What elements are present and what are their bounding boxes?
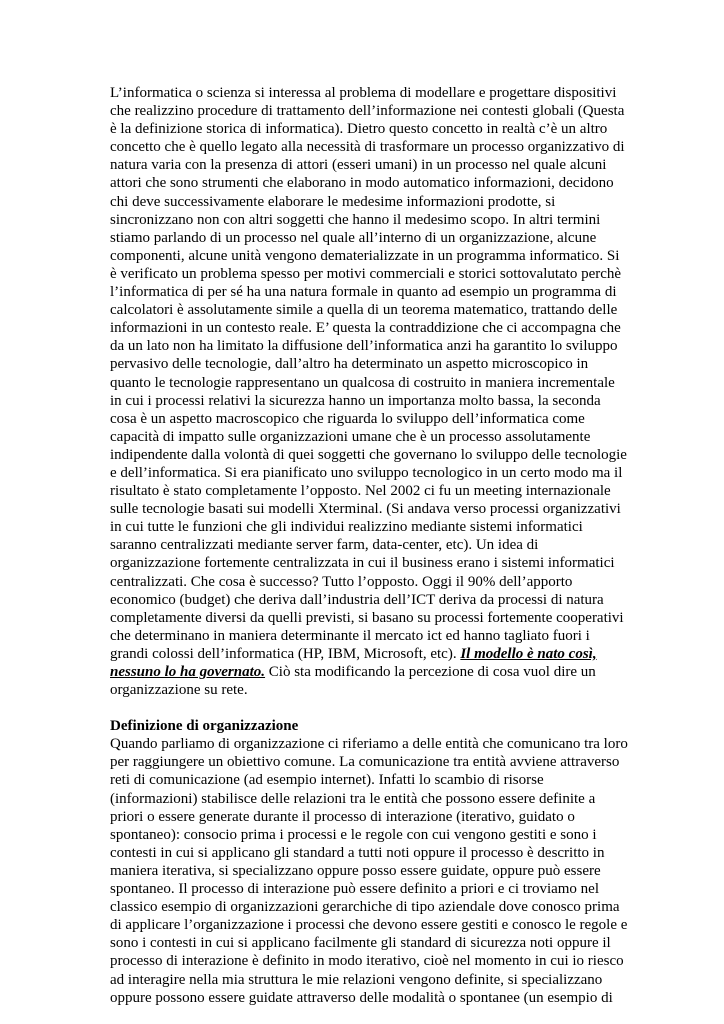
text-line: l’informatica di per sé ha una natura formale in quanto ad esempio un programma di (110, 284, 617, 301)
text-line: informazioni in un contesto reale. E’ questa la contraddizione che ci accompagna che (110, 320, 621, 337)
text-line: spontaneo): consocio prima i processi e le regole con cui vengono gestiti e sono i (110, 826, 597, 843)
text-line: da un lato non ha limitato la diffusione dell’informatica anzi ha garantito lo sviluppo (110, 338, 618, 355)
text-line: quanto le tecnologie rappresentano un qualcosa di costruito in maniera incrementale (110, 374, 615, 391)
text-line: in cui tutte le funzioni che gli individui realizzino mediante sistemi informatici (110, 519, 583, 536)
text-line: natura varia con la presenza di attori (esseri umani) in un processo nel quale alcuni (110, 157, 607, 174)
text-line: contesti in cui si applicano gli standard a tutti noti oppure il processo è descritto in (110, 844, 605, 861)
text-line: componenti, alcune unità vengono dematerializzate in un programma informatico. Si (110, 247, 620, 264)
text-line: che realizzino procedure di trattamento dell’informazione nei contesti globali (Questa (110, 103, 625, 120)
text-line: pervasivo delle tecnologie, dall’altro ha determinato un aspetto microscopico in (110, 356, 589, 373)
text-line (110, 663, 615, 681)
text-line: L’informatica o scienza si interessa al problema di modellare e progettare dispositivi (110, 85, 617, 101)
text-line: organizzazione su rete. (110, 682, 248, 699)
text-line: di applicare l’organizzazione i processi che devono essere gestiti e conosco le regole e (110, 917, 628, 934)
text-line: sulle tecnologie basati sui modelli Xterminal. (Si andava verso processi organizzativi (110, 501, 621, 518)
text-line: processo di interazione è definito in modo iterativo, cioè nel momento in cui io riesco (110, 953, 624, 970)
text-segment: Ciò sta modificando la percezione di cosa vuol dire un (265, 664, 596, 680)
text-line: maniera iterativa, si specializzano oppure posso essere guidate, oppure può essere (110, 862, 601, 879)
text-line: economico (budget) che deriva dall’industria dell’ICT deriva da processi di natura (110, 591, 604, 608)
emphasized-text: Il modello è nato così, (460, 645, 597, 662)
text-line: risultato è stato completamente l’opposto. Nel 2002 ci fu un meeting internazionale (110, 483, 611, 500)
document-page (110, 84, 628, 1007)
text-line: cosa è un aspetto macroscopico che riguarda lo sviluppo dell’informatica come (110, 410, 585, 427)
paragraph-organizzazione (110, 735, 628, 1006)
text-line: concetto che è quello legato alla necessità di trasformare un processo organizzativo di (110, 139, 625, 156)
text-line: chi deve successivamente elaborare le medesime informazioni prodotte, si (110, 193, 556, 210)
text-line: calcolatori è assolutamente simile a quella di un teorema matematico, trattando delle (110, 302, 618, 319)
text-line: che determinano in maniera determinante il mercato ict ed hanno tagliato fuori i (110, 627, 590, 644)
text-line: centralizzati. Che cosa è successo? Tutto l’opposto. Oggi il 90% dell’apporto (110, 573, 573, 590)
text-line: classico esempio di organizzazioni gerarchiche di tipo aziendale dove conosco prima (110, 899, 620, 916)
text-line: completamente diversi da quelli previsti, si basano su processi fortemente cooperativi (110, 609, 624, 626)
text-line: capacità di impatto sulle organizzazioni umane che è un processo assolutamente (110, 428, 591, 445)
emphasized-text: nessuno lo ha governato. (110, 664, 266, 680)
text-line: in cui i processi relativi la sicurezza hanno un importanza molto bassa, la seconda (110, 392, 601, 409)
text-line: organizzazione fortemente centralizzata in cui il business erano i sistemi informatici (110, 555, 615, 572)
text-line: stiamo parlando di un processo nel quale all’interno di un organizzazione, alcune (110, 229, 597, 246)
text-line: saranno centralizzati mediante server farm, data-center, etc). Un idea di (110, 537, 539, 554)
text-line: è verificato un problema spesso per motivi commerciali e storici sottovalutato perchè (110, 265, 622, 282)
text-line: sono i contesti in cui si applicano facilmente gli standard di sicurezza noti oppure il (110, 935, 611, 952)
paragraph-informatica (110, 84, 627, 699)
text-line: indipendente dalla volontà di quei soggetti che governano lo sviluppo delle tecnologie (110, 446, 627, 463)
text-line: e dell’informatica. Si era pianificato uno sviluppo tecnologico in un certo modo ma il (110, 464, 623, 481)
text-line: (informazioni) stabilisce delle relazioni tra le entità che possono essere definite a (110, 790, 596, 807)
text-line: reti di comunicazione (ad esempio internet). Infatti lo scambio di risorse (110, 772, 544, 789)
paragraph-spacer (110, 699, 615, 717)
text-line (110, 645, 615, 663)
text-line: ad interagire nella mia struttura le mie relazioni vengono definite, si specializzano (110, 971, 603, 988)
section-heading: Definizione di organizzazione (110, 718, 299, 735)
text-line: è la definizione storica di informatica). Dietro questo concetto in realtà c’è un altro (110, 121, 608, 138)
text-line: spontaneo. Il processo di interazione può essere definito a priori e ci troviamo nel (110, 881, 600, 898)
text-line: attori che sono strumenti che elaborano in modo automatico informazioni, decidono (110, 175, 614, 192)
text-line: per raggiungere un obiettivo comune. La comunicazione tra entità avviene attraverso (110, 754, 620, 771)
text-line: oppure possono essere guidate attraverso delle modalità o spontanee (un esempio di (110, 989, 613, 1006)
text-line: Quando parliamo di organizzazione ci riferiamo a delle entità che comunicano tra loro (110, 736, 628, 753)
text-line: priori o essere generate durante il processo di interazione (iterativo, guidato o (110, 808, 575, 825)
text-line: sincronizzano non con altri soggetti che hanno il medesimo scopo. In altri termini (110, 211, 601, 228)
text-segment: grandi colossi dell’informatica (HP, IBM, Microsoft, etc). (110, 645, 461, 662)
